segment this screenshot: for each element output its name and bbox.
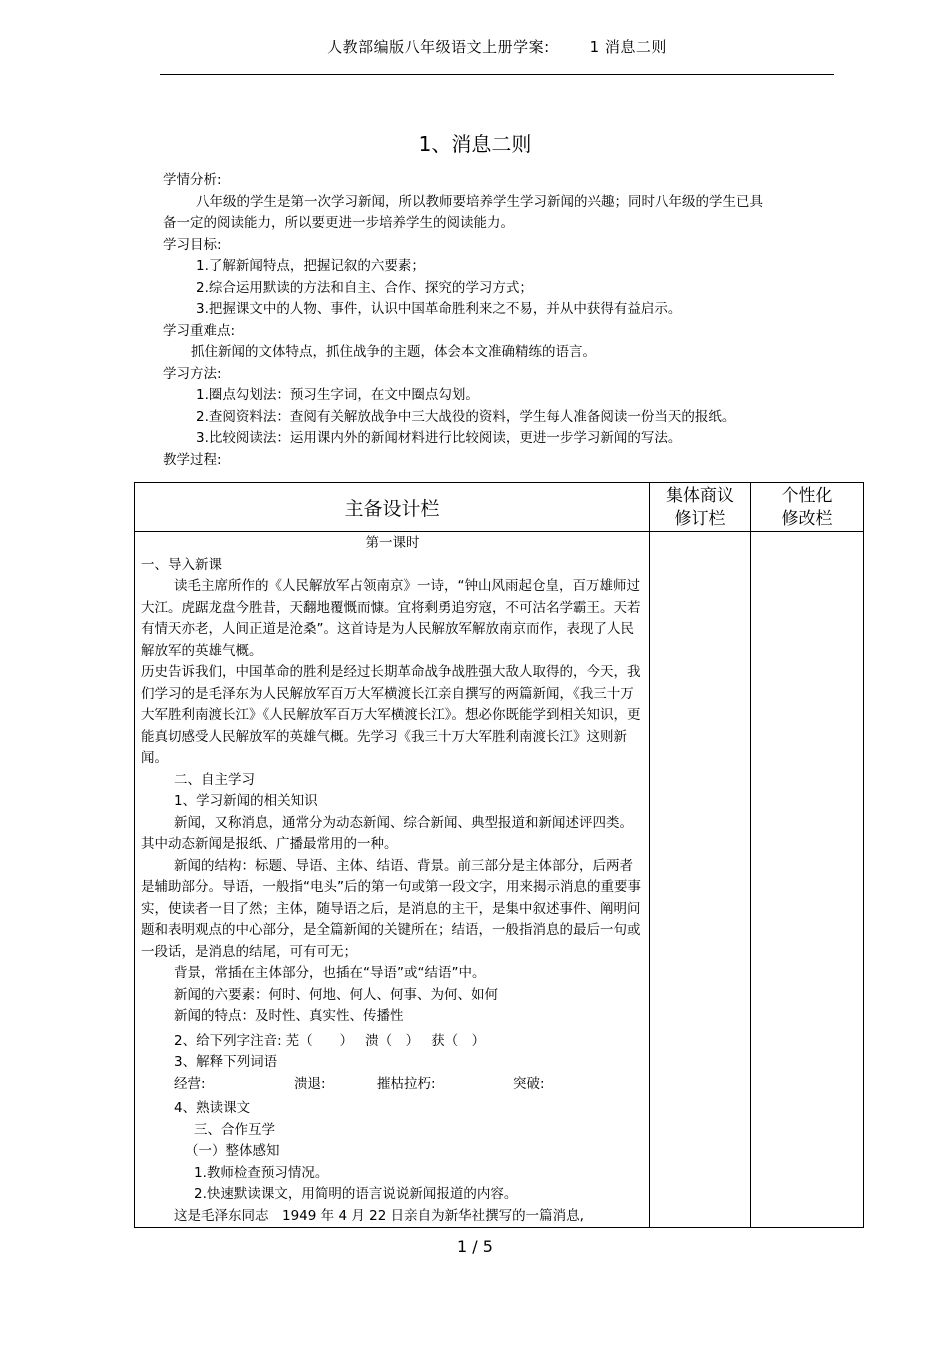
header-rule — [160, 74, 834, 75]
methods-label: 学习方法: — [163, 365, 222, 382]
page-title: 1、消息二则 — [418, 132, 532, 156]
goal-item: 1.了解新闻特点，把握记叙的六要素； — [196, 258, 425, 274]
goal-item: 2.综合运用默读的方法和自主、合作、探究的学习方式； — [196, 279, 533, 296]
analysis-text: 八年级的学生是第一次学习新闻，所以教师要培养学生学习新闻的兴趣；同时八年级的学生已具备一定的阅读能力，所以要更进一步培养学生的阅读能力。 — [163, 193, 763, 231]
pinyin-exercise — [141, 1031, 644, 1053]
lesson-plan-table — [134, 482, 864, 1228]
method-item: 1.圈点勾划法：预习生字词，在文中圈点勾划。 — [196, 387, 479, 403]
key-points-label: 学习重难点: — [163, 322, 236, 339]
section-heading: 三、合作互学 — [194, 1121, 275, 1138]
list-item: 2.快速默读课文，用简明的语言说说新闻报道的内容。 — [194, 1186, 518, 1202]
paragraph: 背景，常插在主体部分，也插在“导语”或“结语”中。 — [174, 965, 486, 981]
group-revision-cell[interactable] — [650, 532, 751, 1228]
exercise-blank: 获（ ） — [431, 1032, 486, 1049]
header-line: 个性化 — [781, 486, 833, 506]
exercise-label: 2、给下列字注音: — [174, 1032, 282, 1049]
list-item: 1.教师检查预习情况。 — [194, 1164, 329, 1181]
main-design-cell — [135, 532, 650, 1228]
subsection-heading: 4、熟读课文 — [174, 1100, 251, 1116]
method-item: 2.查阅资料法：查阅有关解放战争中三大战役的资料，学生每人准备阅读一份当天的报纸。 — [196, 408, 736, 425]
goals-label: 学习目标: — [163, 236, 222, 253]
page-number: 1 / 5 — [457, 1237, 493, 1256]
paragraph: 新闻的结构：标题、导语、主体、结语、背景。前三部分是主体部分，后两者是辅助部分。导语，一般指“电头”后的第一句或第一段文字，用来揭示消息的重要事实，使读者一目了然；主体，随导语之后，是消息的主干，是集中叙述事件、阐明问题和表明观点的中心部分，是全篇新闻的关键所在；结语，一般指消息的最后一句或一段话，是消息的结尾，可有可无； — [141, 857, 641, 960]
paragraph: 新闻，又称消息，通常分为动态新闻、综合新闻、典型报道和新闻述评四类。其中动态新闻是报纸、广播最常用的一种。 — [141, 814, 633, 852]
paragraph: 读毛主席所作的《人民解放军占领南京》一诗，“钟山风雨起仓皇，百万雄师过大江。虎踞龙盘今胜昔，天翻地覆慨而慷。宜将剩勇追穷寇，不可沽名学霸王。天若有情天亦老，人间正道是沧桑”。这首诗是为人民解放军解放南京而作，表现了人民解放军的英雄气概。 — [141, 578, 641, 659]
subsection-heading: 3、解释下列词语 — [174, 1054, 278, 1070]
exercise-blank: 溃（ ） — [365, 1032, 420, 1049]
section-heading: 一、导入新课 — [141, 556, 222, 573]
vocabulary-exercise — [141, 1074, 644, 1096]
group-revision-column-header — [650, 483, 751, 532]
exercise-blank: 芜（ ） — [285, 1032, 354, 1049]
exercise-blank: 溃退: — [294, 1075, 326, 1092]
analysis-label: 学情分析: — [163, 172, 222, 188]
exercise-blank: 摧枯拉朽: — [377, 1075, 436, 1092]
running-header — [160, 36, 834, 57]
intro-section — [163, 170, 773, 471]
paragraph: 新闻的六要素：何时、何地、何人、何事、为何、如何 — [174, 986, 498, 1003]
header-line: 修改栏 — [781, 509, 833, 529]
exercise-blank: 突破: — [513, 1075, 545, 1092]
main-design-column-header: 主备设计栏 — [135, 483, 650, 532]
method-item: 3.比较阅读法：运用课内外的新闻材料进行比较阅读，更进一步学习新闻的写法。 — [196, 430, 682, 446]
key-points-text: 抓住新闻的文体特点，抓住战争的主题，体会本文准确精练的语言。 — [191, 344, 596, 360]
personal-revision-column-header — [751, 483, 864, 532]
process-label: 教学过程: — [163, 451, 222, 468]
exercise-blank: 经营: — [174, 1075, 206, 1092]
subsection-heading: 1、学习新闻的相关知识 — [174, 793, 318, 809]
header-course: 人教部编版八年级语文上册学案: — [327, 38, 550, 56]
personal-revision-cell[interactable] — [751, 532, 864, 1228]
paragraph: 历史告诉我们，中国革命的胜利是经过长期革命战争战胜强大敌人取得的，今天，我们学习的是毛泽东为人民解放军百万大军横渡长江亲自撰写的两篇新闻，《我三十万大军胜利南渡长江》《人民解放军百万大军横渡长江》。想必你既能学到相关知识，更能真切感受人民解放军的英雄气概。先学习《我三十万大军胜利南渡长江》这则新闻。 — [141, 664, 641, 766]
lesson-number: 第一课时 — [365, 535, 420, 551]
header-line: 修订栏 — [674, 509, 726, 529]
paragraph: 这是毛泽东同志 1949 年 4 月 22 日亲自为新华社撰写的一篇消息, — [174, 1207, 584, 1224]
subsection-heading: （一）整体感知 — [185, 1143, 280, 1159]
header-line: 集体商议 — [666, 486, 734, 506]
section-heading: 二、自主学习 — [174, 771, 255, 788]
goal-item: 3.把握课文中的人物、事件，认识中国革命胜利来之不易，并从中获得有益启示。 — [196, 301, 682, 317]
table-body-row — [135, 532, 864, 1228]
table-header-row — [135, 483, 864, 532]
header-lesson: 1 消息二则 — [589, 38, 667, 56]
paragraph: 新闻的特点：及时性、真实性、传播性 — [174, 1008, 404, 1024]
